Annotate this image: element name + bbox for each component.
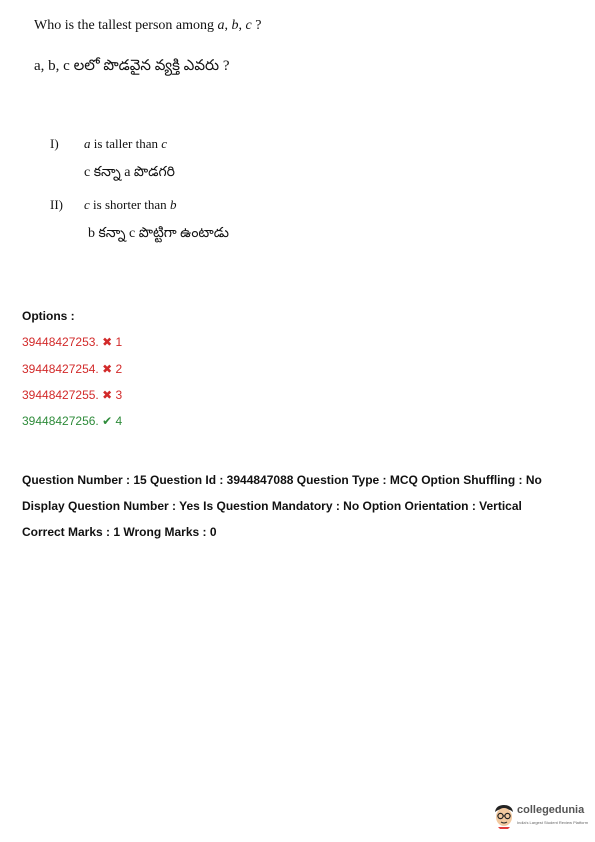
options-heading: Options : — [22, 309, 75, 323]
option-2 — [22, 362, 122, 376]
var-c: c — [245, 18, 252, 33]
cross-icon: ✖ — [102, 388, 113, 402]
option-4 — [22, 414, 122, 428]
logo-tagline: India's Largest Student Review Platform — [517, 820, 589, 825]
option-value: 4 — [115, 414, 123, 428]
logo-name: collegedunia — [517, 804, 585, 816]
statement-2-english: c is shorter than b — [84, 197, 177, 212]
option-id: 39448427254. — [22, 362, 99, 376]
cross-icon: ✖ — [102, 362, 113, 376]
option-value: 1 — [115, 335, 123, 349]
check-icon: ✔ — [102, 414, 113, 428]
meta-line-2: Display Question Number : Yes Is Question Mandatory : No Option Orientation : Vertical — [22, 499, 522, 513]
cross-icon: ✖ — [102, 335, 113, 349]
meta-line-3: Correct Marks : 1 Wrong Marks : 0 — [22, 525, 217, 539]
option-id: 39448427256. — [22, 414, 99, 428]
question-english: Who is the tallest person among a, b, c ? — [34, 18, 262, 33]
statement-1-english: a is taller than c — [84, 136, 168, 151]
meta-line-1: Question Number : 15 Question Id : 3944847088 Question Type : MCQ Option Shuffling : No — [22, 473, 542, 487]
option-id: 39448427253. — [22, 335, 99, 349]
statement-2-number: II) — [50, 197, 63, 212]
statement-1-telugu: c కన్నా a పొడగరి — [84, 165, 175, 180]
statement-2-telugu: b కన్నా c పొట్టిగా ఉంటాడు — [88, 226, 229, 241]
statement-1-number: I) — [50, 136, 59, 151]
collegedunia-logo — [492, 801, 590, 833]
option-value: 2 — [115, 362, 123, 376]
question-meta — [22, 467, 582, 545]
var-b: b — [231, 18, 239, 33]
option-1 — [22, 335, 122, 349]
option-id: 39448427255. — [22, 388, 99, 402]
var-a: a — [217, 18, 225, 33]
option-3 — [22, 388, 122, 402]
question-telugu: a, b, c లలో పొడవైన వ్యక్తి ఎవరు ? — [34, 58, 230, 74]
option-value: 3 — [115, 388, 123, 402]
mascot-icon — [492, 803, 516, 829]
